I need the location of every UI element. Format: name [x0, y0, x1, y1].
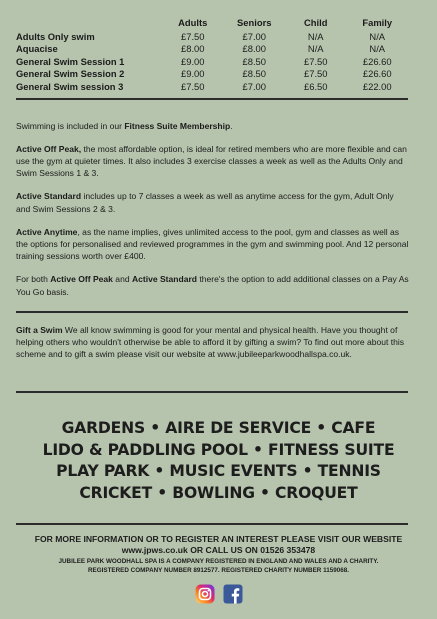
price-table-header — [16, 17, 408, 30]
price-seniors: £7.00 — [242, 80, 266, 92]
table-row — [16, 80, 408, 93]
price-family: £26.60 — [362, 68, 392, 80]
membership-section — [16, 120, 410, 298]
header-blank — [16, 17, 162, 30]
price-adults: £9.00 — [181, 55, 205, 67]
price-child: £6.50 — [304, 80, 328, 92]
instagram-icon[interactable] — [195, 584, 215, 604]
price-child: N/A — [307, 30, 324, 42]
footer-info-line: FOR MORE INFORMATION OR TO REGISTER AN INTEREST PLEASE VISIT OUR WEBSITE — [34, 534, 403, 544]
divider — [16, 311, 408, 313]
session-name: General Swim Session 2 — [16, 68, 125, 80]
footer-contact-line: www.jpws.co.uk OR CALL US ON 01526 353478 — [121, 545, 316, 555]
price-seniors: £8.00 — [242, 43, 266, 55]
table-row — [16, 43, 408, 56]
amenities-list — [0, 418, 437, 504]
membership-intro: Swimming is included in our Fitness Suite Membership. — [16, 121, 233, 131]
price-family: £26.60 — [362, 55, 392, 67]
price-child: £7.50 — [304, 68, 328, 80]
table-row — [16, 68, 408, 81]
gift-a-swim-paragraph: Gift a Swim We all know swimming is good for your mental and physical health. Have you thought of helping others who wouldn't otherwise be able to afford it by gifting a swim? To find out more about this scheme and to gift a swim please visit our website at www.jubileeparkwoodhallspa.co.uk. — [16, 325, 405, 360]
price-child: £7.50 — [304, 55, 328, 67]
session-name: Aquacise — [16, 43, 58, 55]
amenities-line: GARDENS • AIRE DE SERVICE • CAFE — [61, 419, 376, 437]
divider — [16, 523, 408, 525]
price-family: N/A — [369, 43, 386, 55]
price-family: £22.00 — [362, 80, 392, 92]
social-links — [0, 584, 437, 604]
price-seniors: £8.50 — [242, 68, 266, 80]
gift-a-swim-section — [16, 324, 410, 361]
price-adults: £9.00 — [181, 68, 205, 80]
website-link[interactable]: www.jubileeparkwoodhallspa.co.uk — [217, 349, 350, 360]
active-standard-paragraph: Active Standard includes up to 7 classes a week as well as anytime access for the gym, Adult Only and Swim Sessions 2 & 3. — [16, 191, 394, 214]
header-adults: Adults — [178, 17, 208, 28]
price-seniors: £7.00 — [242, 30, 266, 42]
active-anytime-paragraph: Active Anytime, as the name implies, gives unlimited access to the pool, gym and classes as well as the options for personalised and reviewed programmes in the gym and swimming pool. And 12 personal training sessions worth over £400. — [16, 226, 409, 262]
price-adults: £8.00 — [181, 43, 205, 55]
price-table — [16, 17, 408, 93]
divider — [16, 98, 408, 100]
facebook-icon[interactable] — [223, 584, 243, 604]
price-family: N/A — [369, 30, 386, 42]
amenities-line: PLAY PARK • MUSIC EVENTS • TENNIS — [56, 462, 381, 480]
header-child: Child — [304, 17, 328, 28]
session-name: Adults Only swim — [16, 30, 95, 42]
price-child: N/A — [307, 43, 324, 55]
pay-as-you-go-paragraph: For both Active Off Peak and Active Standard there's the option to add additional classes on a Pay As You Go basis. — [16, 274, 409, 297]
amenities-line: LIDO & PADDLING POOL • FITNESS SUITE — [42, 440, 395, 459]
table-row — [16, 30, 408, 43]
header-family: Family — [362, 17, 393, 28]
price-adults: £7.50 — [181, 80, 205, 92]
session-name: General Swim session 3 — [16, 80, 124, 92]
price-adults: £7.50 — [181, 30, 205, 42]
active-off-peak-paragraph: Active Off Peak, the most affordable option, is ideal for retired members who are more flexible and can use the gym at quieter times. It also includes 3 exercise classes a week as well as the Adults Only and Swim Sessions 1 & 3. — [16, 143, 407, 179]
session-name: General Swim Session 1 — [16, 55, 125, 67]
header-seniors: Seniors — [237, 17, 272, 28]
amenities-line: CRICKET • BOWLING • CROQUET — [79, 483, 358, 502]
footer-registration-line: REGISTERED COMPANY NUMBER 8912577. REGISTERED CHARITY NUMBER 1159068. — [87, 566, 350, 574]
price-seniors: £8.50 — [242, 55, 266, 67]
table-row — [16, 55, 408, 68]
divider — [16, 391, 408, 393]
footer-company-line: JUBILEE PARK WOODHALL SPA IS A COMPANY REGISTERED IN ENGLAND AND WALES AND A CHARITY. — [58, 558, 379, 565]
